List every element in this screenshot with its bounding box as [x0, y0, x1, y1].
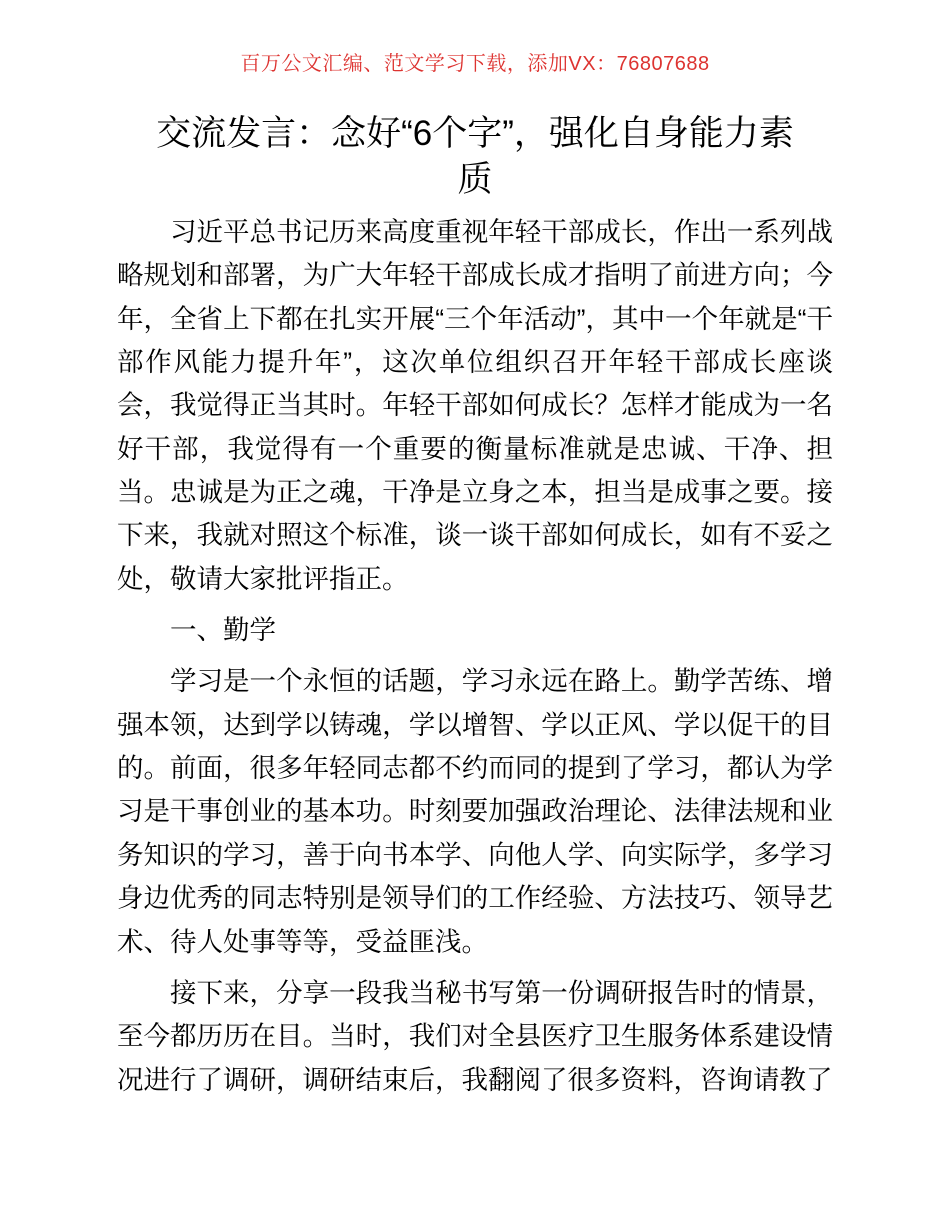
document-title	[125, 111, 825, 203]
title-line-2: 质	[457, 160, 493, 199]
section-heading: 一、勤学	[170, 615, 276, 646]
paragraph-section1-story: 接下来，分享一段我当秘书写第一份调研报告时的情景，至今都历历在目。当时，我们对全县医疗卫生服务体系建设情况进行了调研，调研结束后，我翻阅了很多资料，咨询请教了	[117, 977, 833, 1095]
document-body	[117, 211, 833, 1102]
paragraph-intro: 习近平总书记历来高度重视年轻干部成长，作出一系列战略规划和部署，为广大年轻干部成长成才指明了前进方向；今年，全省上下都在扎实开展“三个年活动”，其中一个年就是“干部作风能力提升年”，这次单位组织召开年轻干部成长座谈会，我觉得正当其时。年轻干部如何成长？怎样才能成为一名好干部，我觉得有一个重要的衡量标准就是忠诚、干净、担当。忠诚是为正之魂，干净是立身之本，担当是成事之要。接下来，我就对照这个标准，谈一谈干部如何成长，如有不妥之处，敬请大家批评指正。	[117, 217, 833, 594]
paragraph-section1-body: 学习是一个永恒的话题，学习永远在路上。勤学苦练、增强本领，达到学以铸魂，学以增智、学以正风、学以促干的目的。前面，很多年轻同志都不约而同的提到了学习，都认为学习是干事创业的基本功。时刻要加强政治理论、法律法规和业务知识的学习，善于向书本学、向他人学、向实际学，多学习身边优秀的同志特别是领导们的工作经验、方法技巧、领导艺术、待人处事等等，受益匪浅。	[117, 666, 833, 957]
watermark-notice: 百万公文汇编、范文学习下载，添加VX：76807688	[240, 53, 710, 75]
title-line-1: 交流发言：念好“6个字”，强化自身能力素	[156, 114, 794, 153]
